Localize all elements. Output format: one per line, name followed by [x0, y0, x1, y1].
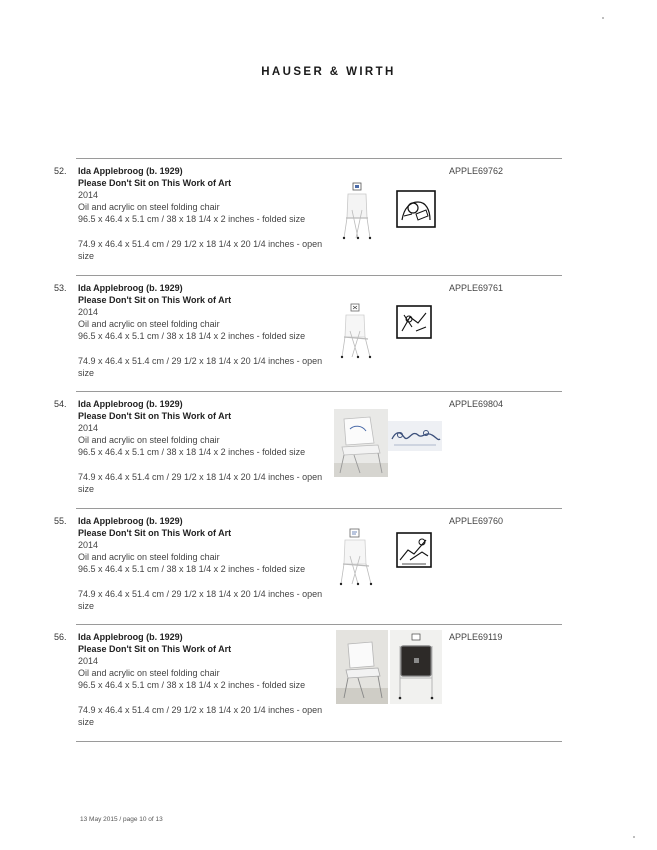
dimensions-folded: 96.5 x 46.4 x 5.1 cm / 38 x 18 1/4 x 2 inches - folded size: [78, 680, 306, 690]
artwork-title: Please Don't Sit on This Work of Art: [78, 178, 232, 188]
scan-speck: [602, 17, 604, 19]
artwork-year: 2014: [78, 540, 99, 550]
entry-divider: [76, 275, 562, 276]
inventory-code: APPLE69760: [449, 516, 504, 526]
dimensions-open: 74.9 x 46.4 x 51.4 cm / 29 1/2 x 18 1/4 x 20 1/4 inches - open size: [78, 239, 323, 261]
chair-painting-detail: [396, 305, 432, 339]
chair-photo-open: [336, 630, 388, 704]
entry-divider: [76, 391, 562, 392]
entry-number: 54.: [54, 399, 67, 409]
artwork-medium: Oil and acrylic on steel folding chair: [78, 668, 220, 678]
artwork-year: 2014: [78, 307, 99, 317]
chair-photo-open: [336, 526, 378, 590]
dimensions-open: 74.9 x 46.4 x 51.4 cm / 29 1/2 x 18 1/4 x 20 1/4 inches - open size: [78, 356, 323, 378]
dimensions-open: 74.9 x 46.4 x 51.4 cm / 29 1/2 x 18 1/4 x 20 1/4 inches - open size: [78, 589, 323, 611]
artist-name: Ida Applebroog (b. 1929): [78, 399, 183, 409]
artwork-title: Please Don't Sit on This Work of Art: [78, 528, 232, 538]
chair-painting-detail: [388, 421, 442, 451]
entry-divider: [76, 741, 562, 742]
page-footer: 13 May 2015 / page 10 of 13: [80, 816, 163, 823]
artwork-year: 2014: [78, 190, 99, 200]
dimensions-open: 74.9 x 46.4 x 51.4 cm / 29 1/2 x 18 1/4 x 20 1/4 inches - open size: [78, 472, 323, 494]
entry-number: 52.: [54, 166, 67, 176]
dimensions-folded: 96.5 x 46.4 x 5.1 cm / 38 x 18 1/4 x 2 inches - folded size: [78, 447, 306, 457]
chair-photo-open: [336, 301, 376, 363]
artwork-year: 2014: [78, 656, 99, 666]
artist-name: Ida Applebroog (b. 1929): [78, 283, 183, 293]
dimensions-folded: 96.5 x 46.4 x 5.1 cm / 38 x 18 1/4 x 2 inches - folded size: [78, 331, 306, 341]
artist-name: Ida Applebroog (b. 1929): [78, 632, 183, 642]
artwork-medium: Oil and acrylic on steel folding chair: [78, 552, 220, 562]
entry-number: 56.: [54, 632, 67, 642]
artist-name: Ida Applebroog (b. 1929): [78, 166, 183, 176]
catalog-entry-55: [0, 508, 657, 626]
inventory-code: APPLE69804: [449, 399, 504, 409]
entry-number: 53.: [54, 283, 67, 293]
artwork-title: Please Don't Sit on This Work of Art: [78, 644, 232, 654]
catalog-entry-53: [0, 275, 657, 393]
chair-photo-open: [334, 409, 388, 477]
entry-divider: [76, 158, 562, 159]
chair-photo-open: [338, 180, 376, 242]
artwork-year: 2014: [78, 423, 99, 433]
catalog-entry-56: [0, 624, 657, 742]
dimensions-open: 74.9 x 46.4 x 51.4 cm / 29 1/2 x 18 1/4 x 20 1/4 inches - open size: [78, 705, 323, 727]
artist-name: Ida Applebroog (b. 1929): [78, 516, 183, 526]
dimensions-folded: 96.5 x 46.4 x 5.1 cm / 38 x 18 1/4 x 2 inches - folded size: [78, 564, 306, 574]
dimensions-folded: 96.5 x 46.4 x 5.1 cm / 38 x 18 1/4 x 2 inches - folded size: [78, 214, 306, 224]
artwork-medium: Oil and acrylic on steel folding chair: [78, 202, 220, 212]
entry-divider: [76, 508, 562, 509]
chair-painting-detail: [396, 532, 432, 568]
entry-divider: [76, 624, 562, 625]
artwork-title: Please Don't Sit on This Work of Art: [78, 295, 232, 305]
chair-painting-detail: [396, 190, 436, 228]
artwork-medium: Oil and acrylic on steel folding chair: [78, 435, 220, 445]
artwork-title: Please Don't Sit on This Work of Art: [78, 411, 232, 421]
artwork-medium: Oil and acrylic on steel folding chair: [78, 319, 220, 329]
scan-speck: [633, 836, 635, 838]
entry-number: 55.: [54, 516, 67, 526]
catalog-entry-54: [0, 391, 657, 509]
catalog-entry-52: [0, 158, 657, 276]
inventory-code: APPLE69762: [449, 166, 504, 176]
inventory-code: APPLE69119: [449, 632, 503, 642]
chair-photo-folded: [390, 630, 442, 704]
inventory-code: APPLE69761: [449, 283, 504, 293]
gallery-logo: HAUSER & WIRTH: [261, 66, 396, 78]
